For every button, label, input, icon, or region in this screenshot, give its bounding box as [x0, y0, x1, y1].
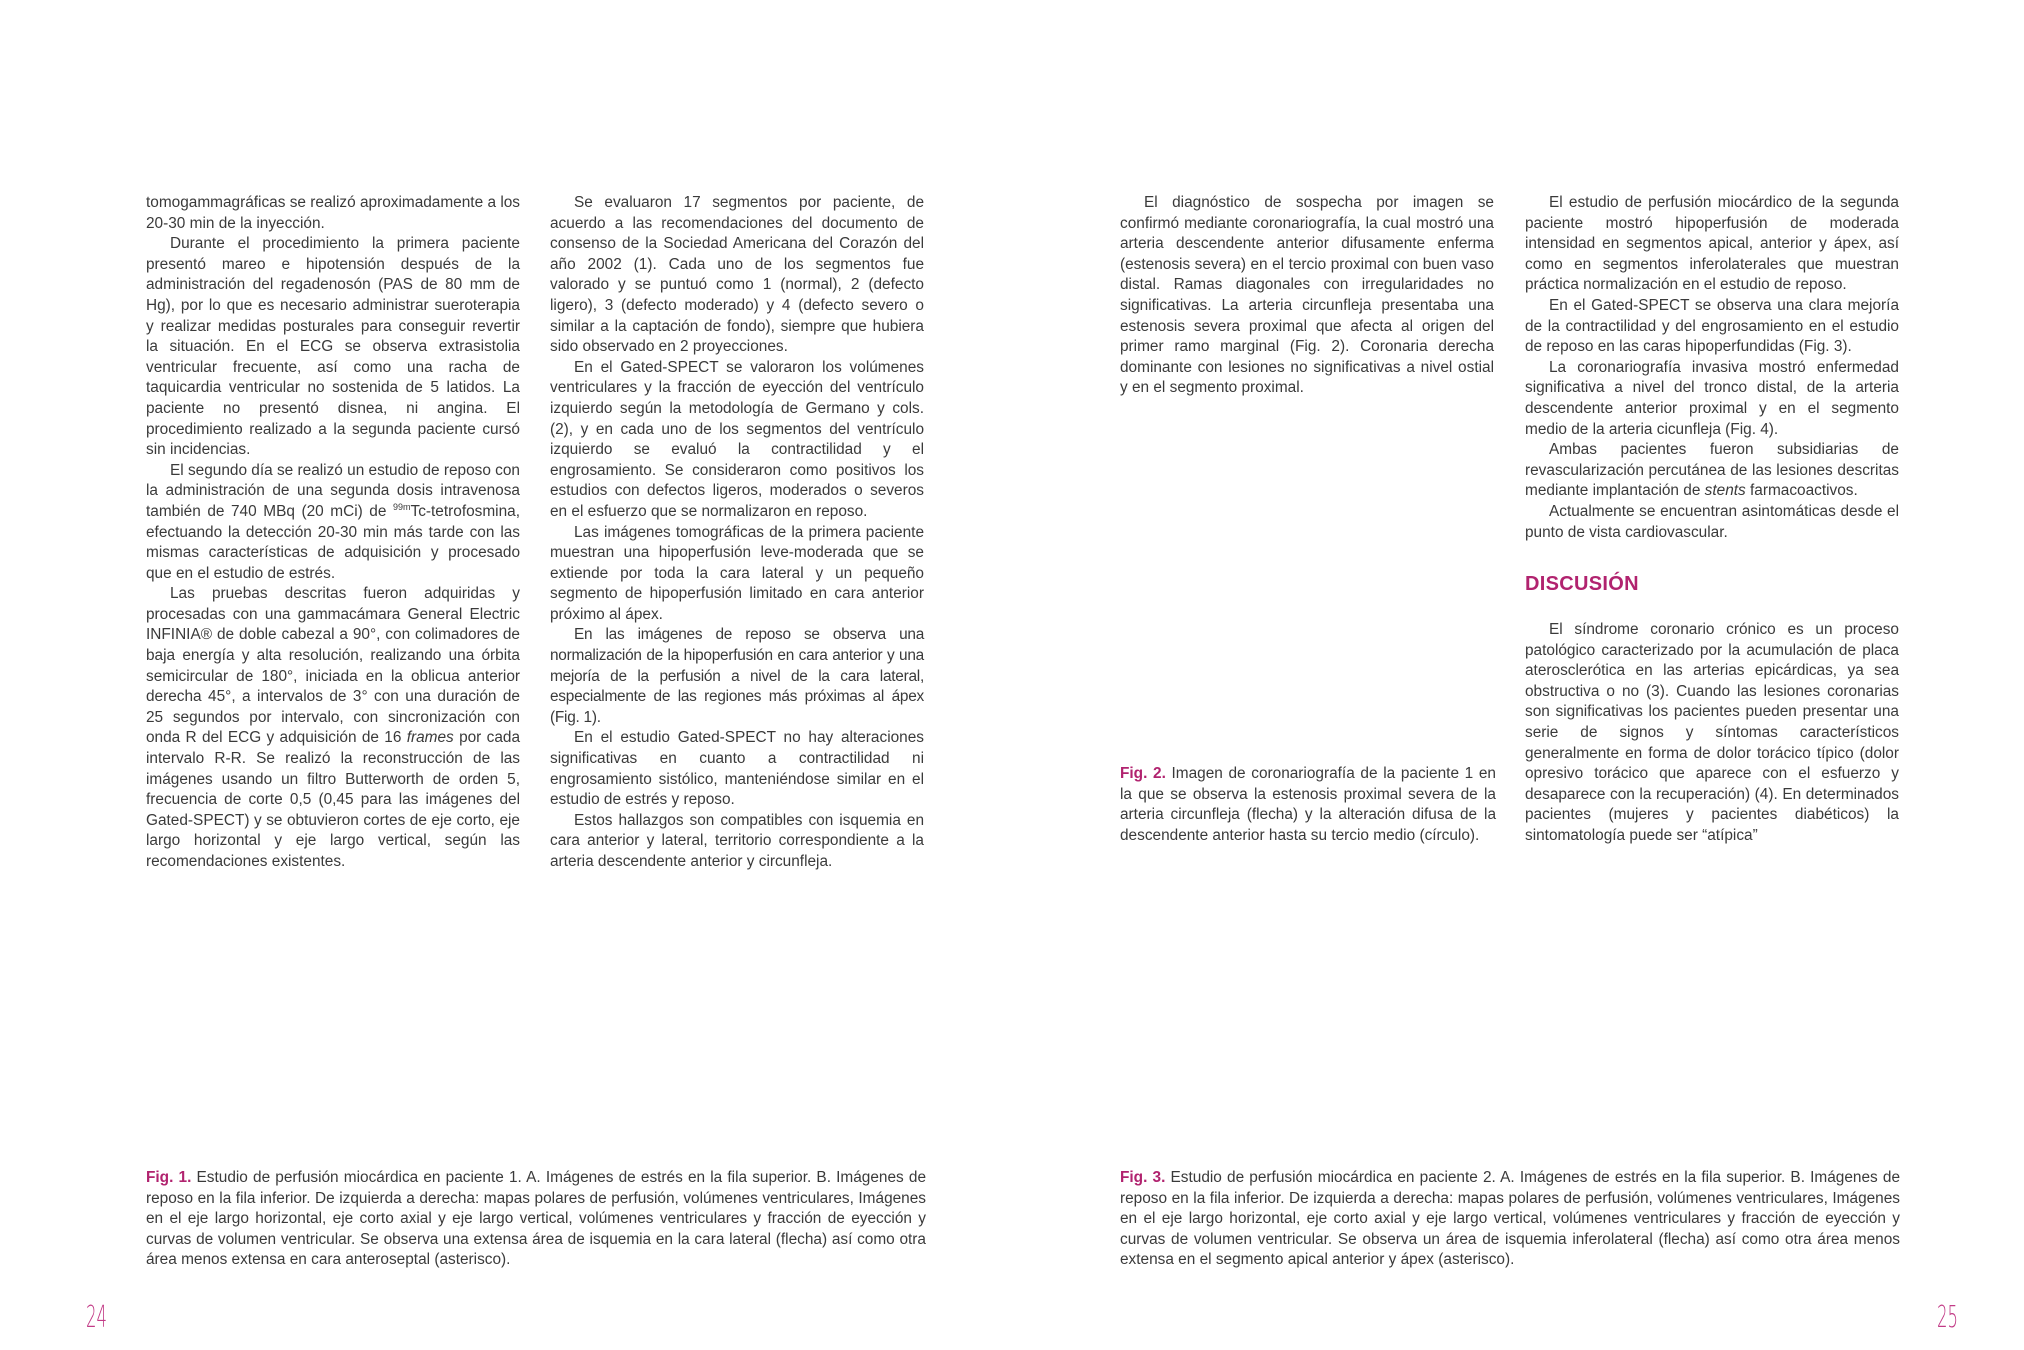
paragraph: El estudio de perfusión miocárdico de la segunda paciente mostró hipoperfusión de moderada intensidad en segmentos apical, anterior y ápex, así como en segmentos inferolaterales que muestran práctica normalización en el estudio de reposo. [1525, 194, 1899, 294]
paragraph: Durante el procedimiento la primera paciente presentó mareo e hipotensión después de la administración del regadenosón (PAS de 80 mm de Hg), por lo que es necesario administrar sueroterapia y realizar medidas posturales para conseguir revertir la situación. En el ECG se observa extrasistolia ventricular frecuente, así como una racha de taquicardia ventricular no sostenida de 5 latidos. La paciente no presentó disnea, ni angina. El procedimiento realizado a la segunda paciente cursó sin incidencias. [146, 235, 520, 459]
caption-text: Imagen de coronariografía de la paciente 1 en la que se observa la estenosis proximal severa de la arteria circunfleja (flecha) y la alteración difusa de la descendente anterior hasta su tercio medio (círculo). [1120, 765, 1496, 844]
paragraph: En las imágenes de reposo se observa una normalización de la hipoperfusión en cara anterior y una mejoría de la perfusión a nivel de la cara lateral, especialmente de las regiones más próximas al ápex (Fig. 1). [550, 626, 924, 726]
paragraph: Actualmente se encuentran asintomáticas desde el punto de vista cardiovascular. [1525, 502, 1899, 541]
paragraph: tomogammagráficas se realizó aproximadamente a los 20-30 min de la inyección. [146, 194, 520, 232]
page-number-right: 25 [1937, 1300, 1959, 1335]
paragraph: En el Gated-SPECT se observa una clara mejoría de la contractilidad y del engrosamiento en el estudio de reposo en las caras hipoperfundidas (Fig. 3). [1525, 296, 1899, 356]
right-column-2 [1525, 193, 1899, 543]
figure-label: Fig. 1. [146, 1169, 192, 1186]
section-heading: DISCUSIÓN [1525, 573, 1639, 595]
discussion-column [1525, 620, 1899, 847]
caption-text: Estudio de perfusión miocárdica en paciente 2. A. Imágenes de estrés en la fila superior. B. Imágenes de reposo en la fila inferior. De izquierda a derecha: mapas polares de perfusión, volúmenes ventriculares, Imágenes en el eje largo horizontal, eje corto axial y eje largo vertical, volúmenes ventriculares y fracción de eyección y curvas de volumen ventricular. Se observa un área de isquemia inferolateral (flecha) así como otra área menos extensa en el segmento apical anterior y ápex (asterisco). [1120, 1169, 1901, 1269]
paragraph: Se evaluaron 17 segmentos por paciente, de acuerdo a las recomendaciones del documento de consenso de la Sociedad Americana del Corazón del año 2002 (1). Cada uno de los segmentos fue valorado y se puntuó como 1 (normal), 2 (defecto ligero), 3 (defecto moderado) y 4 (defecto severo o similar a la captación de fondo), siempre que hubiera sido observado en 2 proyecciones. [550, 194, 924, 356]
paragraph: En el Gated-SPECT se valoraron los volúmenes ventriculares y la fracción de eyección del ventrículo izquierdo según la metodología de Germano y cols. (2), y en cada uno de los segmentos del ventrículo izquierdo se evaluó la contractilidad y el engrosamiento. Se consideraron como positivos los estudios con defectos ligeros, moderados o severos en el esfuerzo que se normalizaron en reposo. [550, 358, 924, 520]
paragraph: En el estudio Gated-SPECT no hay alteraciones significativas en cuanto a contractilidad ni engrosamiento sistólico, manteniéndose similar en el estudio de estrés y reposo. [550, 729, 924, 809]
figure-1-caption [146, 1168, 926, 1271]
left-column-2 [550, 193, 924, 873]
caption-text: Estudio de perfusión miocárdica en paciente 1. A. Imágenes de estrés en la fila superior. B. Imágenes de reposo en la fila inferior. De izquierda a derecha: mapas polares de perfusión, volúmenes ventriculares, Imágenes en el eje largo horizontal, eje corto axial y eje largo vertical, volúmenes ventriculares y fracción de eyección y curvas de volumen ventricular. Se observa una extensa área de isquemia en la cara lateral (flecha) así como otra área menos extensa en cara anteroseptal (asterisco). [146, 1169, 927, 1269]
paragraph: El segundo día se realizó un estudio de reposo con la administración de una segunda dosis intravenosa también de 740 MBq (20 mCi) de $^{99m}$Tc-tetrofosmina, efectuando la detección 20-30 min más tarde con las mismas características de adquisición y procesado que en el estudio de estrés. [146, 461, 520, 582]
left-column-1 [146, 193, 520, 873]
figure-2-caption [1120, 764, 1496, 846]
figure-label: Fig. 2. [1120, 765, 1166, 782]
paragraph: Las pruebas descritas fueron adquiridas y procesadas con una gammacámara General Electric INFINIA® de doble cabezal a 90°, con colimadores de baja energía y alta resolución, realizando una órbita semicircular de 180°, iniciada en la oblicua anterior derecha 45°, a intervalos de 3° con una duración de 25 segundos por intervalo, con sincronización con onda R del ECG y adquisición de 16 frames por cada intervalo R-R. Se realizó la reconstrucción de las imágenes usando un filtro Butterworth de orden 5, frecuencia de corte 0,5 (0,45 para las imágenes del Gated-SPECT) y se obtuvieron cortes de eje corto, eje largo horizontal y eje largo vertical, según las recomendaciones existentes. [146, 585, 520, 870]
paragraph: Estos hallazgos son compatibles con isquemia en cara anterior y lateral, territorio correspondiente a la arteria descendente anterior y circunfleja. [550, 811, 924, 870]
paragraph: El síndrome coronario crónico es un proceso patológico caracterizado por la acumulación de placa aterosclerótica en las arterias epicárdicas, ya sea obstructiva o no (3). Cuando las lesiones coronarias son significativas los pacientes pueden presentar una serie de signos y síntomas característicos generalmente en forma de dolor torácico típico (dolor opresivo torácico que aparece con el esfuerzo y desaparece con la recuperación) (4). En determinados pacientes (mujeres y pacientes diabéticos) la sintomatología puede ser “atípica” [1525, 621, 1899, 844]
paragraph: El diagnóstico de sospecha por imagen se confirmó mediante coronariografía, la cual mostró una arteria descendente anterior difusamente enferma (estenosis severa) en el tercio proximal con buen vaso distal. Ramas diagonales con irregularidades no significativas. La arteria circunfleja presentaba una estenosis severa proximal que afecta al origen del primer ramo marginal (Fig. 2). Coronaria derecha dominante con lesiones no significativas a nivel ostial y en el segmento proximal. [1120, 194, 1494, 397]
right-column-1 [1120, 193, 1494, 399]
paragraph: La coronariografía invasiva mostró enfermedad significativa a nivel del tronco distal, de la arteria descendente anterior proximal y en el segmento medio de la arteria cicunfleja (Fig. 4). [1525, 358, 1899, 438]
paragraph: Ambas pacientes fueron subsidiarias de revascularización percutánea de las lesiones descritas mediante implantación de stents farmacoactivos. [1525, 441, 1899, 500]
figure-3-caption [1120, 1168, 1900, 1271]
paragraph: Las imágenes tomográficas de la primera paciente muestran una hipoperfusión leve-moderada que se extiende por toda la cara lateral y un pequeño segmento de hipoperfusión limitado en cara anterior próximo al ápex. [550, 523, 924, 623]
page-number-left: 24 [86, 1300, 108, 1335]
figure-label: Fig. 3. [1120, 1169, 1166, 1186]
